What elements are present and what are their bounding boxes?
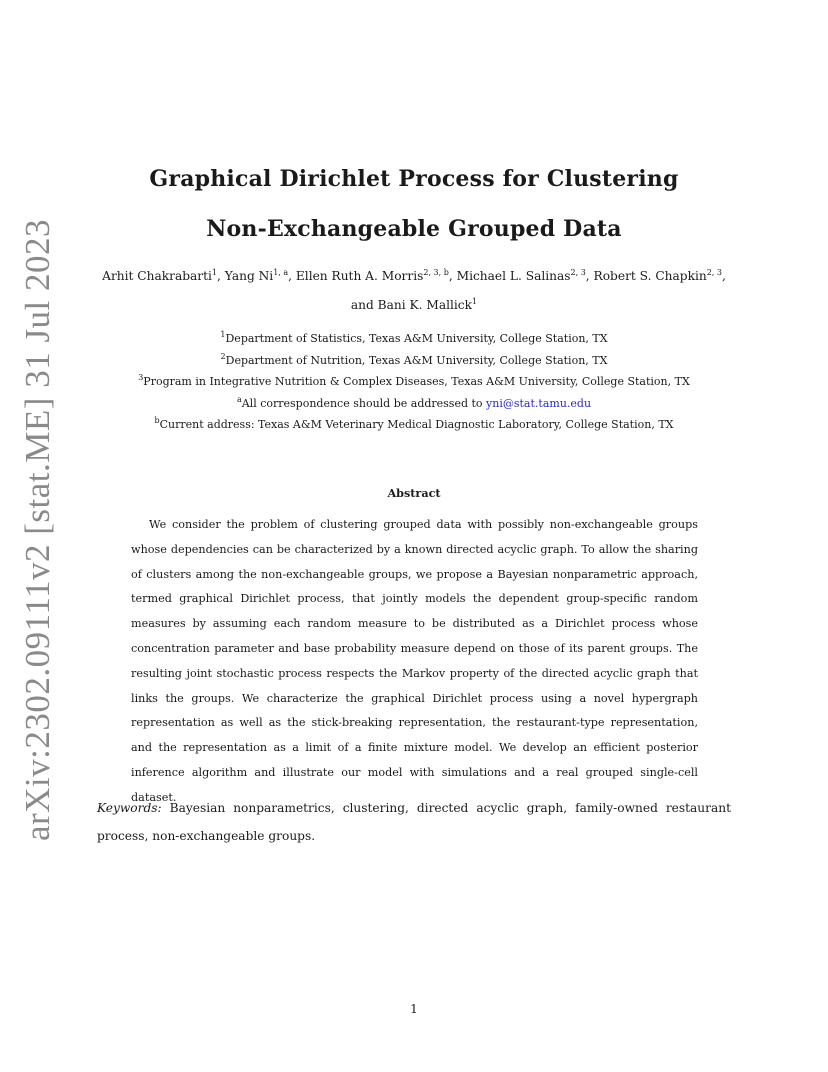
affiliation-text: Program in Integrative Nutrition & Complex Diseases, Texas A&M University, College Station, TX <box>143 375 690 388</box>
author-name: Robert S. Chapkin <box>593 269 707 283</box>
affiliation-mark: 1 <box>220 330 226 339</box>
affiliation-text: Department of Statistics, Texas A&M University, College Station, TX <box>225 332 608 345</box>
author-name: Arhit Chakrabarti <box>102 269 212 283</box>
keywords-text: Bayesian nonparametrics, clustering, directed acyclic graph, family-owned restaurant process, non-exchangeable groups. <box>97 801 731 843</box>
affiliation-mark: b <box>154 416 160 425</box>
author-name: Yang Ni <box>224 269 274 283</box>
affiliation-mark: 2 <box>220 351 226 361</box>
affiliation-1 <box>0 328 828 350</box>
author-affiliation-mark: 2, 3, b <box>423 268 449 277</box>
author-3 <box>296 269 449 283</box>
abstract-heading: Abstract <box>387 486 441 500</box>
author-separator: , and <box>350 269 726 312</box>
affiliation-mark: a <box>236 394 242 404</box>
author-affiliation-mark: 2, 3 <box>570 268 586 277</box>
current-address-text: Current address: Texas A&M Veterinary Medical Diagnostic Laboratory, College Station, TX <box>159 418 674 431</box>
author-affiliation-mark: 2, 3 <box>706 268 722 277</box>
arxiv-identifier-stamp: arXiv:2302.09111v2 [stat.ME] 31 Jul 2023 <box>18 218 57 842</box>
author-separator: , <box>448 269 457 283</box>
author-separator: , <box>288 269 296 283</box>
current-address-note <box>0 414 828 436</box>
author-name: Ellen Ruth A. Morris <box>295 269 424 283</box>
author-affiliation-mark: 1 <box>211 268 217 277</box>
correspondence-text: All correspondence should be addressed to <box>241 396 487 410</box>
paper-title-line-2: Non-Exchangeable Grouped Data <box>206 216 622 242</box>
affiliation-2 <box>0 350 828 372</box>
keywords-label: Keywords: <box>97 801 162 815</box>
abstract-body: We consider the problem of clustering grouped data with possibly non-exchangeable groups whose dependencies can be characterized by a known directed acyclic graph. To allow the sharing of clusters among the non-exchangeable groups, we propose a Bayesian nonparametric approach, termed graphical Dirichlet process, that jointly models the dependent group-specific random measures by assuming each random measure to be distributed as a Dirichlet process whose concentration parameter and base probability measure depend on those of its parent groups. The resulting joint stochastic process respects the Markov property of the directed acyclic graph that links the groups. We characterize the graphical Dirichlet process using a novel hypergraph representation as well as the stick-breaking representation, the restaurant-type representation, and the representation as a limit of a finite mixture model. We develop an efficient posterior inference algorithm and illustrate our model with simulations and a real grouped single-cell dataset. <box>131 518 698 804</box>
affiliation-text: Department of Nutrition, Texas A&M University, College Station, TX <box>225 353 608 367</box>
author-1 <box>102 269 217 283</box>
author-separator: , <box>585 269 594 283</box>
author-affiliation-mark: 1 <box>472 297 478 306</box>
author-affiliation-mark: 1, a <box>273 268 289 277</box>
author-separator: , <box>217 269 225 283</box>
author-4 <box>457 269 586 283</box>
author-6 <box>378 298 477 312</box>
author-name: Bani K. Mallick <box>377 298 473 312</box>
keywords-section <box>97 794 731 850</box>
author-name: Michael L. Salinas <box>456 269 571 283</box>
affiliation-mark: 3 <box>138 373 144 382</box>
author-2 <box>225 269 288 283</box>
correspondence-note <box>0 393 828 415</box>
paper-title-line-1: Graphical Dirichlet Process for Clustering <box>149 166 679 192</box>
page-number: 1 <box>410 1002 418 1016</box>
correspondence-email-link[interactable]: yni@stat.tamu.edu <box>486 396 592 410</box>
affiliation-3 <box>0 371 828 393</box>
author-list <box>95 262 733 320</box>
author-5 <box>594 269 722 283</box>
affiliation-list <box>0 328 828 436</box>
